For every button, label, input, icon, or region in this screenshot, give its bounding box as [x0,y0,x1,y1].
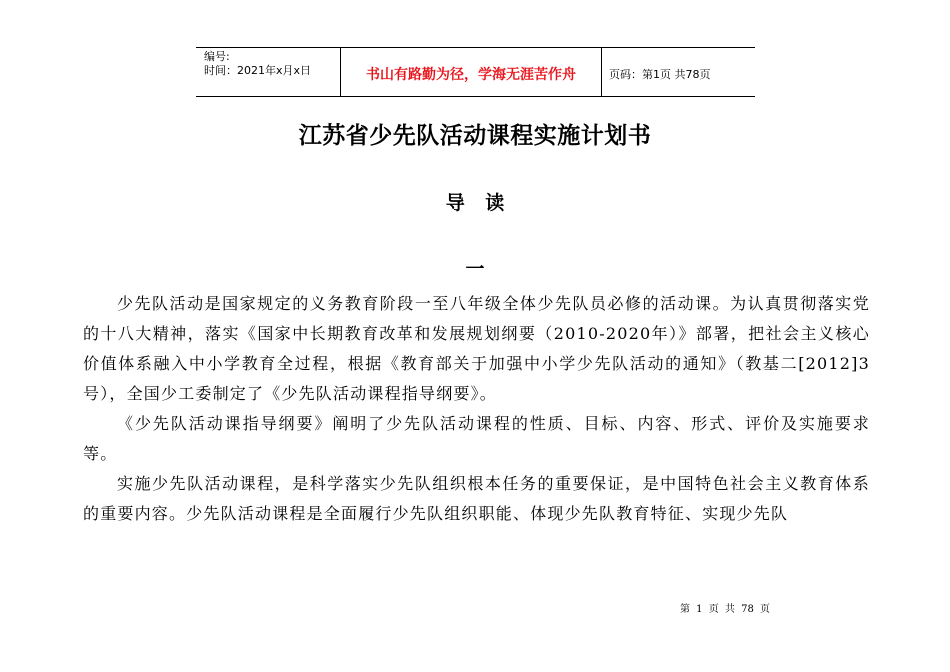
header-motto: 书山有路勤为径，学海无涯苦作舟 [340,48,602,96]
header-page-code: 页码：第1页 共78页 [609,67,711,81]
section-title: 导 读 [445,192,505,214]
document-body [83,289,870,529]
document-title: 江苏省少先队活动课程实施计划书 [298,123,652,149]
paragraph: 《少先队活动课指导纲要》阐明了少先队活动课程的性质、目标、内容、形式、评价及实施要求等。 [83,414,870,463]
number-label: 编号: [204,50,230,63]
header-meta [196,48,340,96]
section-numeral: 一 [465,258,485,280]
time-label: 时间：2021年x月x日 [204,64,312,77]
page-footer: 第 1 页 共 78 页 [680,604,770,615]
page-header [196,47,755,97]
paragraph: 实施少先队活动课程，是科学落实少先队组织根本任务的重要保证，是中国特色社会主义教育体系的重要内容。少先队活动课程是全面履行少先队组织职能、体现少先队教育特征、实现少先队 [83,474,870,523]
paragraph: 少先队活动是国家规定的义务教育阶段一至八年级全体少先队员必修的活动课。为认真贯彻落实党的十八大精神，落实《国家中长期教育改革和发展规划纲要（2010-2020年）》部署，把社会主义核心价值体系融入中小学教育全过程，根据《教育部关于加强中小学少先队活动的通知》（教基二[2012]3号），全国少工委制定了《少先队活动课程指导纲要》。 [83,294,870,403]
